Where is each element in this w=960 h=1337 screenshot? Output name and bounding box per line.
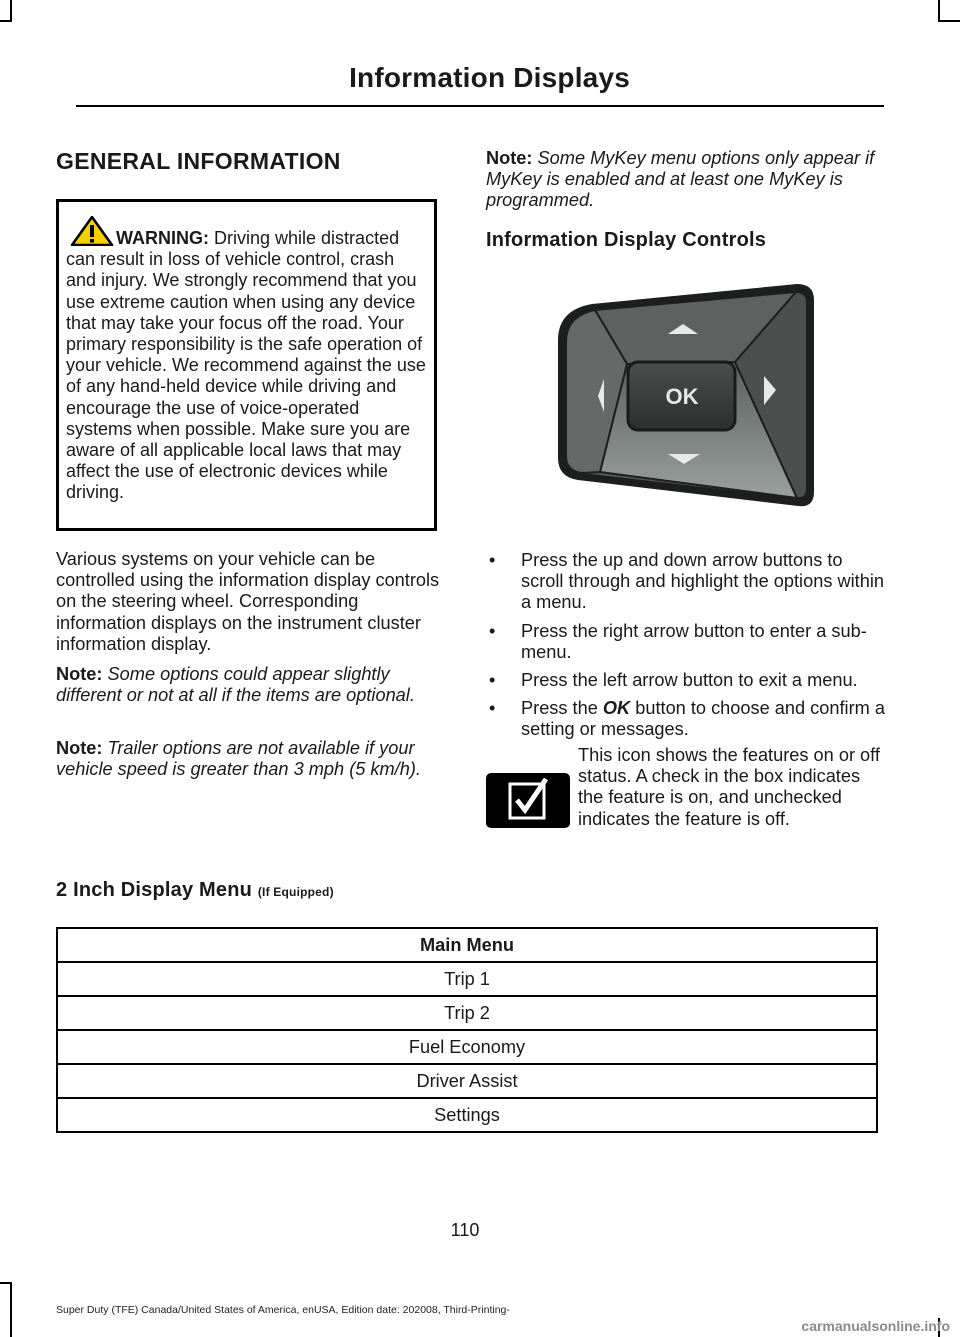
section-heading-general: GENERAL INFORMATION [56, 148, 341, 174]
table-cell: Trip 2 [57, 996, 877, 1030]
body-text: Various systems on your vehicle can be controlled using the information display controls on the steering wheel. Corresponding information displays on the instrument cluster information display. [56, 549, 440, 654]
header-divider [76, 105, 884, 107]
table-row [57, 1030, 877, 1064]
keypad-ok-label: OK [665, 384, 699, 409]
note-label: Note: [486, 148, 533, 168]
edition-footer: Super Duty (TFE) Canada/United States of America, enUSA, Edition date: 202008, Third-Printing- [56, 1304, 510, 1316]
table-cell: Trip 1 [57, 962, 877, 996]
table-row [57, 1064, 877, 1098]
table-header-row [57, 928, 877, 962]
section-heading-2inch-menu [56, 879, 334, 902]
section-heading-controls: Information Display Controls [486, 229, 767, 251]
warning-text: Driving while distracted can result in loss of vehicle control, crash and injury. We strongly recommend that you use extreme caution when using any device that may take your focus off the road. Your primary responsibility is the safe operation of your vehicle. We recommend against the use of any hand-held device while driving and encourage the use of voice-operated systems when possible. Make sure you are aware of all applicable local laws that may affect the use of electronic devices while driving. [66, 228, 426, 503]
page-header-title: Information Displays [349, 62, 630, 93]
list-item: • Press the OK button to choose and confirm a setting or messages. [486, 698, 886, 740]
crop-mark [938, 20, 960, 22]
page-number: 110 [450, 1220, 480, 1240]
note-text: Some options could appear slightly different or not at all if the items are optional. [56, 664, 415, 706]
crop-mark [10, 0, 12, 20]
note-label: Note: [56, 664, 103, 684]
crop-mark [10, 1282, 12, 1337]
table-cell: Driver Assist [57, 1064, 877, 1098]
warning-label: WARNING: [116, 228, 209, 248]
menu-heading-suffix: (If Equipped) [257, 885, 334, 899]
note-trailer [56, 738, 436, 780]
crop-mark [0, 1282, 12, 1284]
watermark: carmanualsonline.info [801, 1318, 950, 1334]
note-text: Trailer options are not available if your vehicle speed is greater than 3 mph (5 km/h). [56, 738, 421, 780]
controls-bullet-list [486, 550, 886, 748]
list-item: • Press the right arrow button to enter a sub-menu. [486, 621, 886, 663]
warning-triangle-icon [70, 216, 114, 246]
main-menu-table [56, 927, 878, 1133]
steering-wheel-controls-image [552, 284, 814, 508]
note-label: Note: [56, 738, 103, 758]
table-cell: Settings [57, 1098, 877, 1132]
icon-explanation [486, 745, 886, 830]
note-slightly-different [56, 664, 446, 706]
menu-heading-text: 2 Inch Display Menu [56, 879, 253, 901]
crop-mark [938, 0, 940, 20]
table-header-cell: Main Menu [57, 928, 877, 962]
table-row [57, 1098, 877, 1132]
icon-explanation-text: This icon shows the features on or off status. A check in the box indicates the feature is on, and unchecked indicates the feature is off. [578, 745, 880, 829]
note-mykey [486, 148, 884, 212]
warning-box [56, 199, 437, 531]
list-item: • Press the left arrow button to exit a menu. [486, 670, 886, 691]
crop-mark [0, 20, 12, 22]
body-paragraph [56, 549, 448, 655]
note-text: Some MyKey menu options only appear if MyKey is enabled and at least one MyKey is programmed. [486, 148, 875, 211]
list-item: • Press the up and down arrow buttons to scroll through and highlight the options within a menu. [486, 550, 886, 614]
table-row [57, 996, 877, 1030]
table-row [57, 962, 877, 996]
table-cell: Fuel Economy [57, 1030, 877, 1064]
